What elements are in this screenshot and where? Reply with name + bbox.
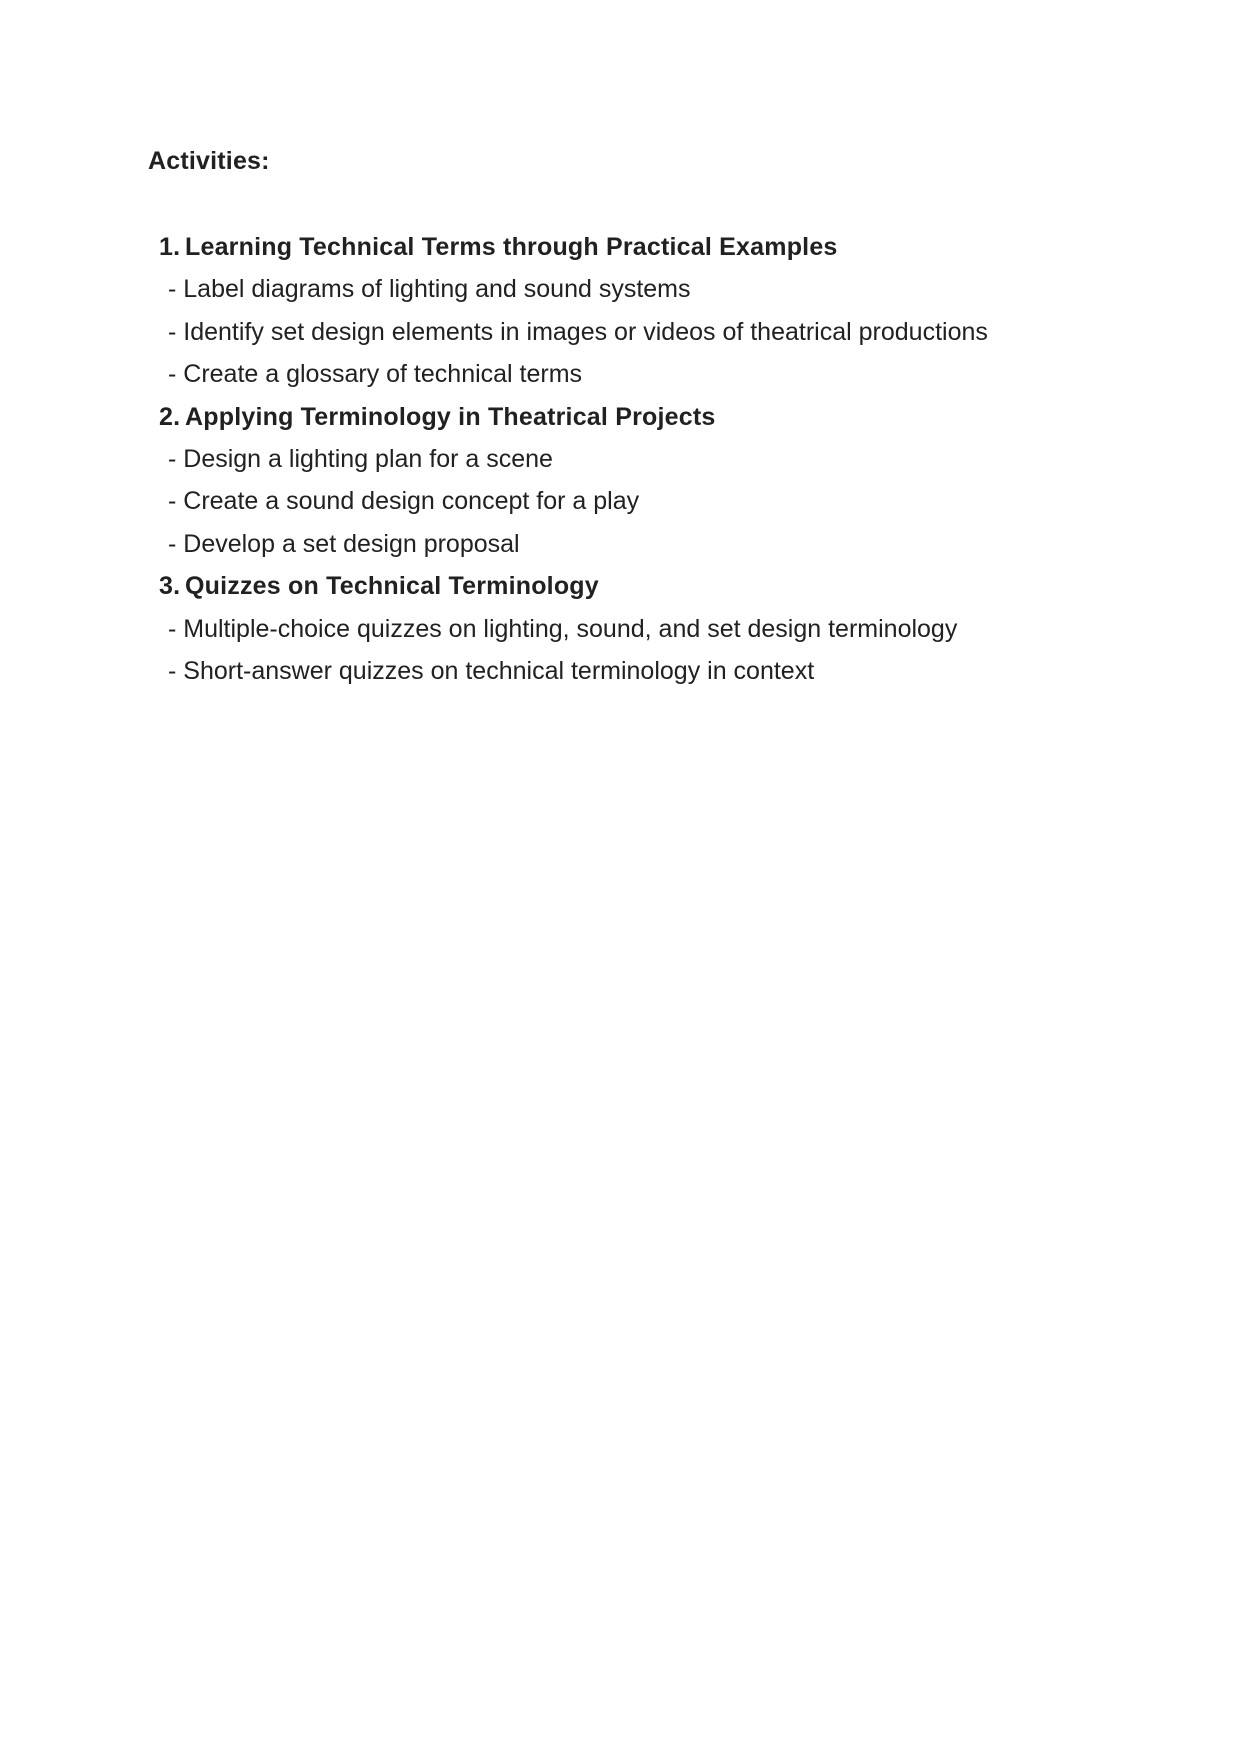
list-item: - Identify set design elements in images or videos of theatrical productions [168,317,988,346]
list-item: - Design a lighting plan for a scene [168,445,553,474]
list-heading [159,226,1240,268]
list-number: 1. [159,233,181,261]
list-item: - Develop a set design proposal [168,529,520,558]
list-item: - Create a glossary of technical terms [168,360,583,389]
activities-list [0,226,1240,692]
list-item: - Multiple-choice quizzes on lighting, sound, and set design terminology [168,614,958,643]
list-item: - Create a sound design concept for a play [168,487,640,516]
list-number: 2. [159,402,181,431]
list-item: - Short-answer quizzes on technical terminology in context [168,657,815,686]
list-heading-text: Quizzes on Technical Terminology [185,572,599,601]
list-item: - Label diagrams of lighting and sound systems [168,275,691,304]
list-heading-text: Learning Technical Terms through Practical Examples [185,233,838,261]
list-heading [159,396,1240,438]
list-heading-text: Applying Terminology in Theatrical Projects [185,402,716,431]
list-number: 3. [159,572,181,601]
page-title: Activities: [148,147,270,175]
list-heading [159,565,1240,607]
